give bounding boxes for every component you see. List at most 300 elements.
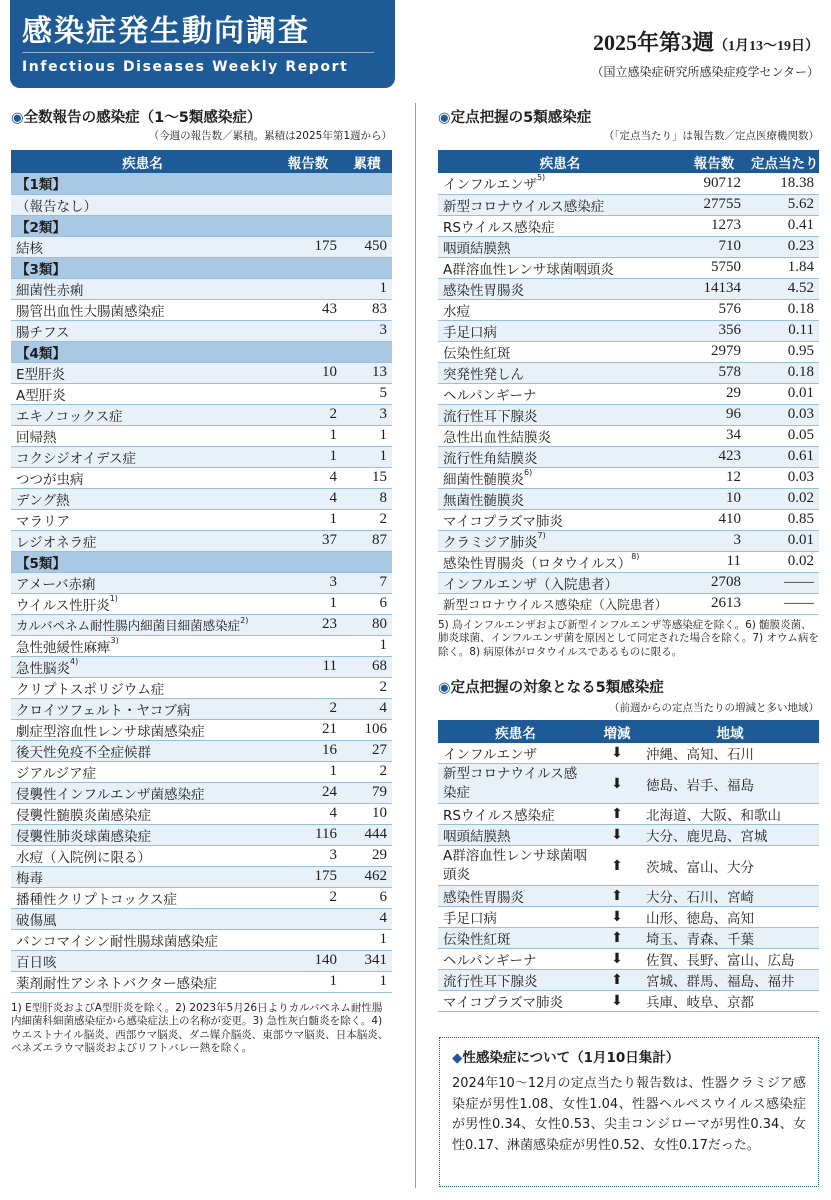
cumulative-count: 444 [342, 824, 392, 845]
cumulative-count: 1 [342, 446, 392, 467]
disease-name [438, 215, 682, 236]
col-disease: 疾患名 [11, 150, 274, 173]
table-row [11, 467, 392, 488]
cumulative-count: 13 [342, 362, 392, 383]
category-row [11, 551, 392, 572]
per-sentinel: 0.18 [746, 299, 819, 320]
cumulative-count: 2 [342, 509, 392, 530]
week-dates: （1月13～19日） [714, 39, 819, 54]
disease-name-text: 細菌性髄膜炎 [443, 471, 524, 488]
per-sentinel: 0.02 [746, 551, 819, 572]
disease-name [438, 299, 682, 320]
disease-name-text: マイコプラズマ肺炎 [443, 513, 564, 530]
report-count: 11 [682, 551, 746, 572]
cumulative-count: 29 [342, 845, 392, 866]
disease-name-text: 突発性発しん [443, 366, 524, 383]
section2-title-text: 定点把握の5類感染症 [450, 110, 592, 126]
footnote-ref: 2) [240, 615, 249, 625]
bullet-icon: ◉ [438, 110, 451, 126]
region-list: 茨城、富山、大分 [641, 846, 819, 886]
table-row [438, 173, 819, 194]
cumulative-count: 5 [342, 383, 392, 404]
col-per-sentinel: 定点当たり [746, 150, 819, 173]
report-count: 356 [682, 320, 746, 341]
report-count: 10 [274, 362, 342, 383]
disease-name [11, 320, 274, 341]
disease-name [11, 971, 274, 992]
table-row [438, 593, 819, 614]
table-row [11, 929, 392, 950]
cumulative-count: 68 [342, 656, 392, 677]
table-row [11, 950, 392, 971]
disease-name-text: 急性弛緩性麻痺 [16, 639, 111, 656]
arrow-up-icon: ⬆ [593, 804, 641, 825]
cumulative-count: 3 [342, 404, 392, 425]
table-row [438, 383, 819, 404]
section1-subtitle: （今週の報告数／累積。累積は2025年第1週から） [148, 130, 392, 142]
report-count [274, 383, 342, 404]
per-sentinel: 0.02 [746, 488, 819, 509]
disease-name-text: 感染性胃腸炎（ロタウイルス） [443, 555, 632, 572]
table-row [438, 572, 819, 593]
table-row [438, 215, 819, 236]
notifiable-disease-table [11, 150, 392, 993]
disease-name-text: コクシジオイデス症 [16, 450, 136, 467]
per-sentinel: 0.05 [746, 425, 819, 446]
disease-name-text: インフルエンザ [443, 177, 537, 194]
disease-name [438, 362, 682, 383]
cumulative-count: 8 [342, 488, 392, 509]
disease-name-text: （報告なし） [16, 198, 97, 215]
section1-footnote: 1) E型肝炎およびA型肝炎を除く。2) 2023年5月26日よりカルバペネム耐性腸内細菌科細菌感染症から感染症法上の名称が変更。3) 急性灰白髄炎を除く。4) ウエストナイル脳炎、西部ウマ脳炎、ダニ媒介脳炎、東部ウマ脳炎、日本脳炎、ベネズエラウマ脳炎およびリフトバレー熱を除く。 [11, 1002, 389, 1055]
disease-name-text: RSウイルス感染症 [443, 219, 555, 236]
disease-name [11, 236, 274, 257]
trend-table [438, 720, 819, 1012]
disease-name: インフルエンザ [438, 743, 593, 764]
disease-name-text: 侵襲性インフルエンザ菌感染症 [16, 786, 205, 803]
disease-name [11, 698, 274, 719]
report-count: 10 [682, 488, 746, 509]
disease-name-text: 梅毒 [16, 870, 43, 887]
cumulative-count: 87 [342, 530, 392, 551]
footnote-ref: 5) [536, 173, 546, 183]
disease-name-text: 流行性耳下腺炎 [443, 408, 538, 425]
category-label: 【3類】 [11, 257, 392, 278]
table-row [438, 970, 819, 991]
report-count: 29 [682, 383, 746, 404]
disease-name [11, 656, 274, 677]
table-row [11, 677, 392, 698]
col-change: 増減 [593, 720, 641, 743]
table-row [438, 278, 819, 299]
disease-name [11, 782, 274, 803]
std-info-box [439, 1037, 819, 1187]
table-row [11, 719, 392, 740]
per-sentinel: 0.11 [746, 320, 819, 341]
table-row [438, 991, 819, 1012]
report-count: 21 [274, 719, 342, 740]
table-row [438, 907, 819, 928]
region-list: 佐賀、長野、富山、広島 [641, 949, 819, 970]
disease-name [11, 446, 274, 467]
table-row [11, 782, 392, 803]
disease-name [11, 866, 274, 887]
disease-name [438, 236, 682, 257]
report-count: 140 [274, 950, 342, 971]
cumulative-count: 3 [342, 320, 392, 341]
disease-name: 伝染性紅斑 [438, 928, 593, 949]
table-row [11, 194, 392, 215]
col-reports: 報告数 [682, 150, 746, 173]
region-list: 北海道、大阪、和歌山 [641, 804, 819, 825]
cumulative-count: 80 [342, 614, 392, 635]
report-count: 14134 [682, 278, 746, 299]
column-divider [415, 103, 416, 1188]
disease-name-text: 手足口病 [443, 324, 497, 341]
table-row [438, 236, 819, 257]
disease-name [438, 425, 682, 446]
cumulative-count: 15 [342, 467, 392, 488]
sentinel-disease-table [438, 150, 819, 615]
report-count: 1 [274, 761, 342, 782]
report-count: 4 [274, 488, 342, 509]
disease-name-text: エキノコックス症 [16, 408, 123, 425]
table-row [438, 446, 819, 467]
cumulative-count: 83 [342, 299, 392, 320]
disease-name-text: E型肝炎 [16, 366, 66, 383]
disease-name: 新型コロナウイルス感染症 [438, 764, 593, 804]
category-row [11, 341, 392, 362]
report-count: 1 [274, 971, 342, 992]
table-row [438, 886, 819, 907]
disease-name: 咽頭結膜熱 [438, 825, 593, 846]
disease-name [11, 194, 274, 215]
report-count: 16 [274, 740, 342, 761]
disease-name [438, 383, 682, 404]
disease-name [11, 278, 274, 299]
report-count: 5750 [682, 257, 746, 278]
disease-name [11, 530, 274, 551]
disease-name [438, 509, 682, 530]
disease-name-text: 急性脳炎 [16, 660, 70, 677]
table-row [438, 846, 819, 886]
disease-name [11, 635, 274, 656]
table-row [11, 593, 392, 614]
disease-name: A群溶血性レンサ球菌咽頭炎 [438, 846, 593, 886]
disease-name [11, 467, 274, 488]
per-sentinel: 5.62 [746, 194, 819, 215]
cumulative-count: 6 [342, 887, 392, 908]
arrow-up-icon: ⬆ [593, 928, 641, 949]
per-sentinel: 4.52 [746, 278, 819, 299]
report-count: 1 [274, 509, 342, 530]
table-row [11, 635, 392, 656]
report-title-english: Infectious Diseases Weekly Report [22, 59, 349, 75]
arrow-up-icon: ⬆ [593, 970, 641, 991]
table-row [11, 383, 392, 404]
report-count: 96 [682, 404, 746, 425]
table-row [11, 404, 392, 425]
disease-name [438, 404, 682, 425]
disease-name-text: 咽頭結膜熱 [443, 240, 511, 257]
disease-name-text: クロイツフェルト・ヤコブ病 [16, 702, 191, 719]
section3-title [438, 676, 664, 697]
region-list: 山形、徳島、高知 [641, 907, 819, 928]
region-list: 大分、石川、宮崎 [641, 886, 819, 907]
cumulative-count: 462 [342, 866, 392, 887]
disease-name-text: デング熱 [16, 492, 70, 509]
table-row [438, 320, 819, 341]
category-label: 【4類】 [11, 341, 392, 362]
arrow-down-icon: ⬇ [593, 907, 641, 928]
table-row [438, 194, 819, 215]
disease-name: 手足口病 [438, 907, 593, 928]
disease-name-text: 流行性角結膜炎 [443, 450, 538, 467]
cumulative-count: 2 [342, 761, 392, 782]
report-count: 11 [274, 656, 342, 677]
cumulative-count: 106 [342, 719, 392, 740]
table-row [438, 404, 819, 425]
report-count [274, 278, 342, 299]
col-region: 地域 [641, 720, 819, 743]
table-row [11, 530, 392, 551]
report-count: 3 [274, 572, 342, 593]
table-row [11, 887, 392, 908]
report-count: 4 [274, 803, 342, 824]
arrow-down-icon: ⬇ [593, 991, 641, 1012]
per-sentinel: ―― [746, 572, 819, 593]
disease-name-text: 百日咳 [16, 954, 57, 971]
col-reports: 報告数 [274, 150, 342, 173]
report-count: 23 [274, 614, 342, 635]
report-count: 2 [274, 887, 342, 908]
disease-name: 感染性胃腸炎 [438, 886, 593, 907]
table-row [438, 341, 819, 362]
disease-name-text: インフルエンザ（入院患者） [443, 576, 618, 593]
disease-name [438, 467, 682, 488]
disease-name-text: アメーバ赤痢 [16, 576, 96, 593]
region-list: 徳島、岩手、福島 [641, 764, 819, 804]
category-label: 【1類】 [11, 173, 392, 194]
report-count: 12 [682, 467, 746, 488]
disease-name [438, 593, 682, 614]
disease-name [11, 740, 274, 761]
disease-name [438, 257, 682, 278]
cumulative-count: 1 [342, 929, 392, 950]
report-count [274, 194, 342, 215]
report-count [274, 635, 342, 656]
per-sentinel: 0.01 [746, 530, 819, 551]
per-sentinel: 1.84 [746, 257, 819, 278]
cumulative-count: 1 [342, 635, 392, 656]
disease-name: RSウイルス感染症 [438, 804, 593, 825]
table-row [438, 467, 819, 488]
report-count: 3 [274, 845, 342, 866]
table-row [11, 656, 392, 677]
section3-title-text: 定点把握の対象となる5類感染症 [450, 680, 664, 696]
table-row [11, 908, 392, 929]
bullet-icon: ◉ [11, 110, 24, 126]
disease-name-text: バンコマイシン耐性腸球菌感染症 [16, 933, 218, 950]
per-sentinel: 0.41 [746, 215, 819, 236]
table-row [11, 971, 392, 992]
disease-name [438, 572, 682, 593]
category-label: 【2類】 [11, 215, 392, 236]
section1-title [11, 106, 261, 127]
footnote-ref: 3) [110, 635, 119, 645]
table-row [11, 824, 392, 845]
region-list: 沖縄、高知、石川 [641, 743, 819, 764]
report-count: 2 [274, 404, 342, 425]
footnote-ref: 8) [631, 551, 640, 561]
disease-name [438, 278, 682, 299]
report-count: 24 [274, 782, 342, 803]
cumulative-count: 341 [342, 950, 392, 971]
report-count: 2979 [682, 341, 746, 362]
report-count [274, 908, 342, 929]
footnote-ref: 7) [537, 530, 546, 540]
disease-name [438, 488, 682, 509]
disease-name-text: ヘルパンギーナ [443, 387, 537, 404]
disease-name-text: ジアルジア症 [16, 765, 97, 782]
disease-name [438, 341, 682, 362]
cumulative-count: 4 [342, 908, 392, 929]
table-row [438, 362, 819, 383]
disease-name: 流行性耳下腺炎 [438, 970, 593, 991]
disease-name [11, 908, 274, 929]
report-count [274, 320, 342, 341]
disease-name: ヘルパンギーナ [438, 949, 593, 970]
disease-name [11, 719, 274, 740]
arrow-down-icon: ⬇ [593, 743, 641, 764]
table-row [438, 488, 819, 509]
week-number: 2025年第3週 [592, 30, 714, 55]
cumulative-count: 79 [342, 782, 392, 803]
table-row [11, 362, 392, 383]
week-label [593, 26, 819, 57]
disease-name: マイコプラズマ肺炎 [438, 991, 593, 1012]
table-row [11, 425, 392, 446]
section3-subtitle: （前週からの定点当たりの増減と多い地域） [609, 702, 819, 714]
disease-name-text: 播種性クリプトコックス症 [16, 891, 178, 908]
report-count: 2613 [682, 593, 746, 614]
per-sentinel: 0.61 [746, 446, 819, 467]
disease-name-text: 薬剤耐性アシネトバクター感染症 [16, 975, 218, 992]
per-sentinel: ―― [746, 593, 819, 614]
disease-name-text: A型肝炎 [16, 387, 66, 404]
disease-name-text: A群溶血性レンサ球菌咽頭炎 [443, 261, 614, 278]
section2-title [438, 106, 591, 127]
section2-subtitle: （「定点当たり」は報告数／定点医療機関数） [603, 130, 819, 142]
report-count: 27755 [682, 194, 746, 215]
disease-name [438, 173, 682, 194]
report-count: 576 [682, 299, 746, 320]
disease-name-text: 水痘 [443, 303, 470, 320]
disease-name [11, 824, 274, 845]
cumulative-count: 1 [342, 425, 392, 446]
disease-name-text: 伝染性紅斑 [443, 345, 511, 362]
region-list: 宮城、群馬、福島、福井 [641, 970, 819, 991]
disease-name [438, 446, 682, 467]
disease-name-text: 感染性胃腸炎 [443, 282, 524, 299]
disease-name-text: 腸チフス [16, 324, 70, 341]
std-box-text: 2024年10～12月の定点当たり報告数は、性器クラミジア感染症が男性1.08、女性1.04、性器ヘルペスウイルス感染症が男性0.34、女性0.53、尖圭コンジローマが男性0.34、女性0.17、淋菌感染症が男性0.52、女性0.17だった。 [452, 1076, 806, 1153]
cumulative-count: 2 [342, 677, 392, 698]
disease-name-text: クリプトスポリジウム症 [16, 681, 165, 698]
disease-name [438, 551, 682, 572]
disease-name [11, 761, 274, 782]
disease-name [11, 572, 274, 593]
table-row [11, 278, 392, 299]
disease-name [11, 383, 274, 404]
region-list: 埼玉、青森、千葉 [641, 928, 819, 949]
table-row [11, 740, 392, 761]
disease-name-text: 侵襲性肺炎球菌感染症 [16, 828, 151, 845]
disease-name [11, 803, 274, 824]
cumulative-count: 1 [342, 278, 392, 299]
table-row [438, 743, 819, 764]
per-sentinel: 0.18 [746, 362, 819, 383]
report-count: 43 [274, 299, 342, 320]
arrow-down-icon: ⬇ [593, 949, 641, 970]
disease-name-text: 無菌性髄膜炎 [443, 492, 524, 509]
table-row [438, 825, 819, 846]
arrow-down-icon: ⬇ [593, 825, 641, 846]
disease-name-text: 腸管出血性大腸菌感染症 [16, 303, 165, 320]
table-row [438, 509, 819, 530]
table-row [438, 804, 819, 825]
category-label: 【5類】 [11, 551, 392, 572]
region-list: 兵庫、岐阜、京都 [641, 991, 819, 1012]
table-row [11, 236, 392, 257]
table-row [11, 488, 392, 509]
cumulative-count: 1 [342, 971, 392, 992]
cumulative-count [342, 194, 392, 215]
report-count: 1273 [682, 215, 746, 236]
disease-name-text: 侵襲性髄膜炎菌感染症 [16, 807, 151, 824]
cumulative-count: 4 [342, 698, 392, 719]
disease-name-text: 後天性免疫不全症候群 [16, 744, 151, 761]
disease-name [11, 509, 274, 530]
disease-name-text: つつが虫病 [16, 471, 84, 488]
per-sentinel: 0.23 [746, 236, 819, 257]
disease-name [11, 950, 274, 971]
disease-name-text: 破傷風 [16, 912, 57, 929]
region-list: 大分、鹿児島、宮城 [641, 825, 819, 846]
report-count: 175 [274, 866, 342, 887]
disease-name-text: レジオネラ症 [16, 534, 97, 551]
disease-name-text: 結核 [16, 240, 43, 257]
table-row [11, 866, 392, 887]
report-count: 2708 [682, 572, 746, 593]
disease-name [11, 299, 274, 320]
footnote-ref: 4) [70, 656, 79, 666]
table-row [11, 761, 392, 782]
report-count: 1 [274, 446, 342, 467]
arrow-up-icon: ⬆ [593, 886, 641, 907]
category-row [11, 215, 392, 236]
table-row [438, 425, 819, 446]
per-sentinel: 0.03 [746, 467, 819, 488]
banner-divider [22, 52, 374, 53]
disease-name-text: 水痘（入院例に限る） [16, 849, 151, 866]
table-row [11, 698, 392, 719]
disease-name [11, 362, 274, 383]
disease-name-text: 新型コロナウイルス感染症（入院患者） [443, 596, 668, 612]
publisher: （国立感染症研究所感染症疫学センター） [591, 65, 819, 79]
disease-name-text: マラリア [16, 513, 70, 530]
disease-name-text: クラミジア肺炎 [443, 534, 538, 551]
